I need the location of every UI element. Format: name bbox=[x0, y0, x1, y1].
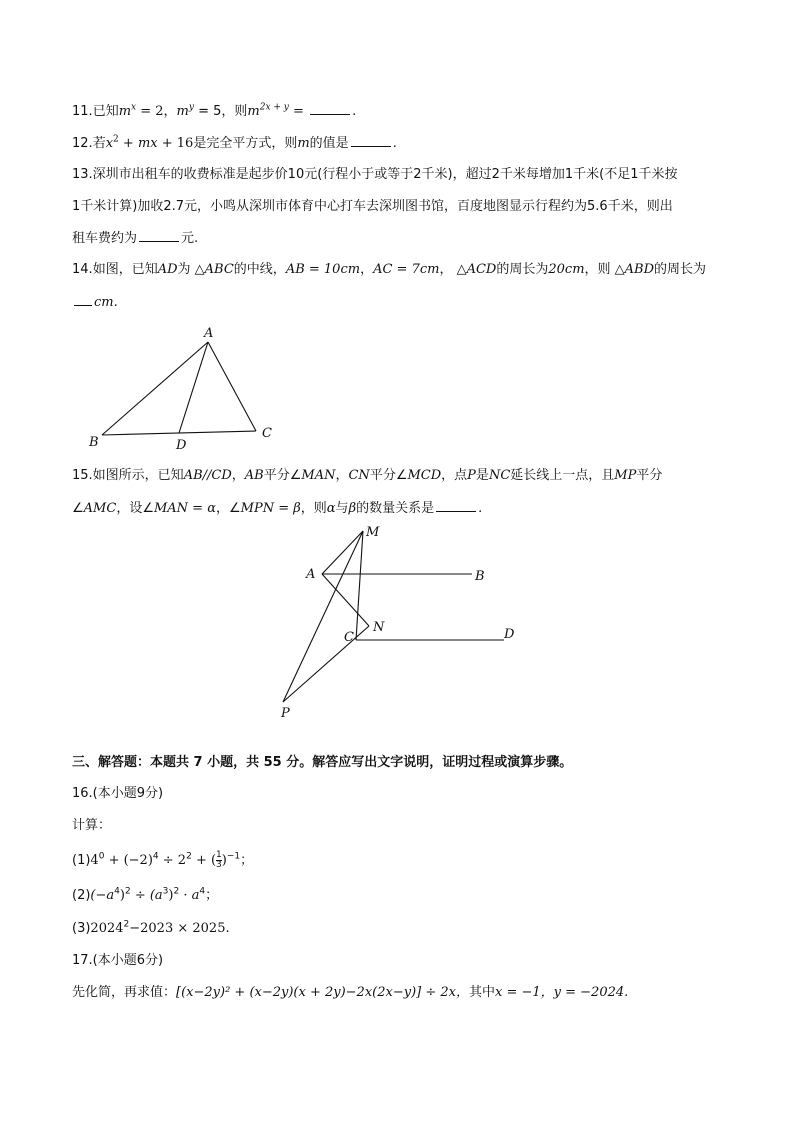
q15-beta: β bbox=[348, 501, 357, 516]
q14-t3: 的中线， bbox=[233, 262, 286, 277]
q12-text1: 若 bbox=[92, 136, 106, 151]
q16-p2-label: (2) bbox=[72, 888, 91, 903]
q16-p1-den: 3 bbox=[216, 860, 222, 870]
question-15-line1 bbox=[72, 467, 662, 485]
label-d: D bbox=[176, 438, 187, 452]
q14-t2: 为 △ bbox=[177, 262, 205, 277]
label-d2: D bbox=[504, 627, 515, 642]
question-16-part1 bbox=[72, 851, 253, 870]
q16-p2-exp5: 4 bbox=[199, 886, 206, 897]
q15-t3: 平分∠ bbox=[263, 468, 302, 483]
q17-text1: 先化简，再求值： bbox=[72, 985, 177, 1000]
question-15-line2 bbox=[72, 499, 482, 518]
q16-p3-label: (3) bbox=[72, 921, 91, 936]
q15-t11: ，设∠ bbox=[116, 501, 154, 516]
q15-t9: 平分 bbox=[636, 468, 663, 483]
label-b: B bbox=[89, 435, 99, 450]
q11-eq3: = bbox=[288, 104, 309, 119]
question-11 bbox=[72, 102, 356, 121]
q14-number: 14. bbox=[72, 262, 93, 277]
q14-acd: ACD bbox=[466, 262, 497, 277]
q16-p1-exp4: 4 bbox=[152, 851, 159, 862]
q16-p2-close1: ) bbox=[119, 888, 125, 903]
q11-m3: m bbox=[247, 104, 260, 119]
q16-p2-end: ； bbox=[205, 888, 219, 903]
question-17-body bbox=[72, 984, 628, 1002]
q16-p1-exp2: 2 bbox=[186, 851, 192, 862]
q11-sup2: y bbox=[188, 102, 194, 113]
q14-t1: 如图，已知 bbox=[92, 262, 158, 277]
question-14-line2 bbox=[72, 293, 118, 312]
question-16-calc: 计算： bbox=[72, 818, 112, 833]
q15-t2: ， bbox=[231, 468, 245, 483]
segment-ac bbox=[208, 342, 256, 431]
q15-beta-def: MPN = β bbox=[240, 501, 301, 516]
question-13-line2: 1千米计算)加收2.7元，小鸣从深圳市体育中心打车去深圳图书馆，百度地图显示行程约为5.6千米，则出 bbox=[72, 199, 673, 214]
q14-abc: ABC bbox=[204, 262, 234, 277]
q12-plus: + bbox=[118, 136, 138, 151]
q14-unit: cm. bbox=[94, 295, 118, 310]
section-3-heading: 三、解答题：本题共 7 小题，共 55 分。解答应写出文字说明，证明过程或演算步骤。 bbox=[72, 755, 573, 770]
question-16-part3 bbox=[72, 920, 230, 938]
q15-t6: ，点 bbox=[441, 468, 468, 483]
label-c2: C bbox=[344, 630, 354, 645]
q11-m2: m bbox=[176, 104, 189, 119]
q12-text3: 的值是 bbox=[309, 136, 349, 151]
q15-t15: 的数量关系是 bbox=[356, 501, 435, 516]
q15-t8: 延长线上一点，且 bbox=[510, 468, 615, 483]
q16-p1-exp0: 0 bbox=[98, 851, 105, 862]
segment-ab bbox=[102, 342, 208, 435]
label-c: C bbox=[262, 426, 272, 441]
figure-triangle-abc bbox=[80, 322, 300, 452]
q15-t1: 15.如图所示，已知 bbox=[72, 468, 184, 483]
q16-p3-exp: 2 bbox=[123, 919, 130, 930]
q11-number: 11. bbox=[72, 104, 93, 119]
q14-answer-blank[interactable] bbox=[74, 293, 92, 306]
q16-p2-exp1: 4 bbox=[114, 886, 120, 897]
q17-values: x = −1，y = −2024. bbox=[495, 985, 629, 1000]
question-12 bbox=[72, 134, 397, 153]
q16-p1-num: 1 bbox=[216, 850, 222, 860]
q11-eq2: = 5，则 bbox=[193, 104, 248, 119]
q12-end: . bbox=[392, 136, 397, 151]
q16-p2-times: · a bbox=[179, 888, 200, 903]
q12-x: x bbox=[105, 136, 114, 151]
q14-ac: AC = 7cm bbox=[373, 262, 440, 277]
label-m: M bbox=[366, 525, 380, 540]
segment-ad bbox=[179, 342, 208, 433]
segment-am bbox=[322, 531, 363, 574]
q11-text: 已知 bbox=[92, 104, 119, 119]
q14-ab: AB = 10cm bbox=[285, 262, 361, 277]
figure-parallel-lines bbox=[270, 518, 530, 728]
q15-mp: MP bbox=[614, 468, 637, 483]
q12-const: + 16 bbox=[157, 136, 194, 151]
q17-text2: 其中 bbox=[468, 985, 495, 1000]
segment-an bbox=[322, 574, 369, 626]
q15-t5: 平分∠ bbox=[369, 468, 408, 483]
q11-eq1: = 2， bbox=[136, 104, 177, 119]
q16-p1-end: ； bbox=[240, 853, 254, 868]
q12-mx: mx bbox=[137, 136, 158, 151]
q11-answer-blank[interactable] bbox=[310, 102, 350, 115]
q16-p2-exp3: 3 bbox=[162, 886, 169, 897]
q12-text2: 是完全平方式，则 bbox=[193, 136, 298, 151]
q12-answer-blank[interactable] bbox=[351, 134, 391, 147]
q15-nc: NC bbox=[488, 468, 511, 483]
q16-p1-close: ) bbox=[221, 853, 227, 868]
q16-p1-label: (1) bbox=[72, 853, 91, 868]
q15-t13: ，则 bbox=[300, 501, 327, 516]
q16-p1-base: 4 bbox=[90, 853, 99, 868]
q15-man: MAN bbox=[301, 468, 336, 483]
q13-text-a: 租车费约为 bbox=[72, 231, 138, 246]
q14-t7: 的周长为 bbox=[654, 262, 707, 277]
q14-t5: 的周长为 bbox=[496, 262, 549, 277]
q16-p2-exp2: 2 bbox=[124, 886, 131, 897]
segment-mc bbox=[356, 531, 363, 640]
q15-t10: ∠ bbox=[72, 501, 84, 516]
q16-p3-base: 2024 bbox=[90, 921, 124, 936]
q15-ab: AB bbox=[244, 468, 264, 483]
q16-p1-term2: + (−2) bbox=[104, 853, 153, 868]
q15-end: . bbox=[478, 501, 483, 516]
q16-p2-a: (−a bbox=[90, 888, 115, 903]
segment-mp bbox=[283, 531, 363, 702]
q14-t6: ，则 △ bbox=[584, 262, 625, 277]
q15-t4: ， bbox=[335, 468, 349, 483]
label-n: N bbox=[373, 620, 385, 635]
q15-cn: CN bbox=[348, 468, 370, 483]
q13-answer-blank[interactable] bbox=[139, 229, 179, 242]
q15-t12: ，∠ bbox=[215, 501, 241, 516]
q12-m: m bbox=[297, 136, 310, 151]
q16-p2-div: ÷ (a bbox=[130, 888, 163, 903]
q14-t4: ， △ bbox=[439, 262, 467, 277]
label-p: P bbox=[281, 706, 290, 721]
q15-mcd: MCD bbox=[407, 468, 442, 483]
q13-text-b: 元. bbox=[181, 231, 199, 246]
question-13-line3 bbox=[72, 229, 198, 248]
q15-p: P bbox=[467, 468, 476, 483]
q16-p1-plus: + ( bbox=[191, 853, 217, 868]
q15-t7: 是 bbox=[475, 468, 489, 483]
q12-sup: 2 bbox=[113, 134, 119, 145]
q17-expression: [(x−2y)² + (x−2y)(x + 2y)−2x(2x−y)] ÷ 2x， bbox=[176, 985, 469, 1000]
q11-end: . bbox=[352, 104, 357, 119]
q12-number: 12. bbox=[72, 136, 93, 151]
q15-answer-blank[interactable] bbox=[436, 499, 476, 512]
q11-sup1: x bbox=[131, 102, 137, 113]
q15-alpha-def: MAN = α bbox=[153, 501, 216, 516]
q14-abd: ABD bbox=[624, 262, 655, 277]
q15-alpha: α bbox=[326, 501, 336, 516]
q11-sup3: 2x + y bbox=[259, 102, 289, 113]
question-17-title: 17.(本小题6分) bbox=[72, 953, 164, 968]
q15-ab-cd: AB//CD bbox=[183, 468, 232, 483]
q11-m1: m bbox=[118, 104, 132, 119]
q14-ad: AD bbox=[157, 262, 178, 277]
q16-p2-close2: ) bbox=[168, 888, 174, 903]
question-14-line1: 14.如图，已知AD为 △ABC的中线，AB = 10cm，AC = 7cm， △ACD的周长为20cm，则 △ABD的周长为 bbox=[72, 262, 707, 277]
question-16-part2 bbox=[72, 887, 218, 905]
question-16-title: 16.(本小题9分) bbox=[72, 786, 164, 801]
label-a: A bbox=[204, 326, 214, 341]
q16-p3-rest: −2023 × 2025. bbox=[129, 921, 230, 936]
q16-p1-exp-neg: −1 bbox=[226, 851, 241, 862]
q15-t14: 与 bbox=[335, 501, 349, 516]
question-13-line1: 13.深圳市出租车的收费标准是起步价10元(行程小于或等于2千米)，超过2千米每增加1千米(不足1千米按 bbox=[72, 167, 678, 182]
q16-p1-div: ÷ 2 bbox=[158, 853, 187, 868]
q15-amc: AMC bbox=[83, 501, 117, 516]
segment-np bbox=[283, 626, 369, 702]
q16-p2-exp4: 2 bbox=[173, 886, 180, 897]
label-a2: A bbox=[306, 567, 316, 582]
label-b2: B bbox=[475, 569, 485, 584]
q14-perimeter: 20cm bbox=[548, 262, 585, 277]
